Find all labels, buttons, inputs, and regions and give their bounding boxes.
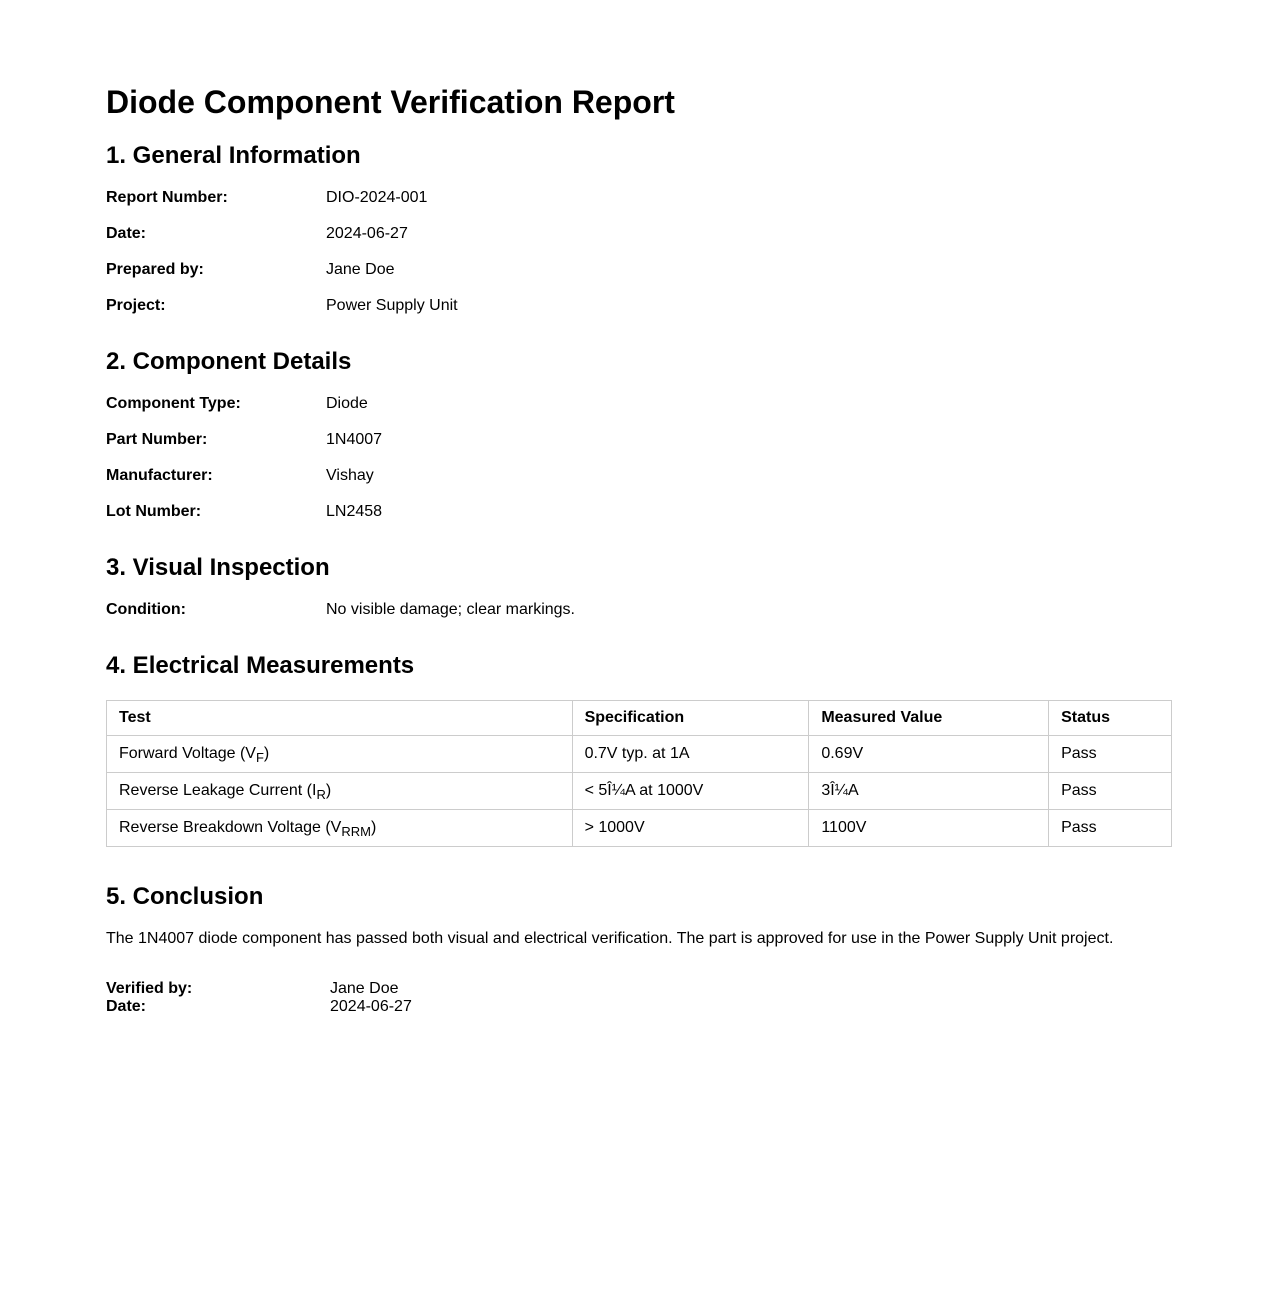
- cell-test: Reverse Breakdown Voltage $(V_{RRM})$: [107, 810, 573, 847]
- field-value: LN2458: [326, 503, 383, 520]
- field-label: Prepared by:: [106, 261, 204, 278]
- column-header-status: Status: [1049, 701, 1172, 736]
- table-row: [107, 773, 1172, 810]
- report-title: Diode Component Verification Report: [106, 84, 675, 120]
- field-value: 2024-06-27: [326, 225, 408, 242]
- signoff-label: Date:: [106, 998, 147, 1015]
- cell-test: Reverse Leakage Current $(I_R)$: [107, 773, 573, 810]
- field-label: Component Type:: [106, 395, 241, 412]
- field-value: Jane Doe: [326, 261, 395, 278]
- field-value: 1N4007: [326, 431, 383, 448]
- table-header-row: [107, 701, 1172, 736]
- section-heading-general: 1. General Information: [106, 142, 361, 169]
- cell-measured-value: 0.69V: [809, 736, 1049, 773]
- cell-test: Forward Voltage $(V_F)$: [107, 736, 573, 773]
- table-row: [107, 810, 1172, 847]
- cell-status: Pass: [1049, 810, 1172, 847]
- cell-status: Pass: [1049, 736, 1172, 773]
- signoff-value: 2024-06-27: [330, 998, 412, 1015]
- field-label: Condition:: [106, 601, 186, 618]
- cell-measured-value: 1100V: [809, 810, 1049, 847]
- field-label: Project:: [106, 297, 166, 314]
- field-label: Date:: [106, 225, 147, 242]
- column-header-test: Test: [107, 701, 573, 736]
- cell-specification: 0.7V typ. at 1A: [572, 736, 809, 773]
- field-value: DIO-2024-001: [326, 189, 428, 206]
- table-row: [107, 736, 1172, 773]
- section-heading-component: 2. Component Details: [106, 348, 352, 375]
- section-heading-electrical: 4. Electrical Measurements: [106, 652, 415, 679]
- field-value: Vishay: [326, 467, 374, 484]
- field-value: Diode: [326, 395, 368, 412]
- field-value: Power Supply Unit: [326, 297, 458, 314]
- field-value: No visible damage; clear markings.: [326, 601, 575, 618]
- cell-specification: < 5Î¼A at 1000V: [572, 773, 809, 810]
- field-label: Part Number:: [106, 431, 208, 448]
- cell-measured-value: 3Î¼A: [809, 773, 1049, 810]
- field-label: Report Number:: [106, 189, 228, 206]
- signoff-label: Verified by:: [106, 980, 193, 997]
- cell-status: Pass: [1049, 773, 1172, 810]
- column-header-specification: Specification: [572, 701, 809, 736]
- column-header-measured-value: Measured Value: [809, 701, 1049, 736]
- field-label: Manufacturer:: [106, 467, 213, 484]
- signoff-value: Jane Doe: [330, 980, 399, 997]
- conclusion-text: The 1N4007 diode component has passed both visual and electrical verification. The part is approved for use in the Power Supply Unit project.: [106, 930, 1114, 947]
- measurements-table: [106, 700, 1172, 847]
- field-label: Lot Number:: [106, 503, 202, 520]
- section-heading-visual: 3. Visual Inspection: [106, 554, 330, 581]
- section-heading-conclusion: 5. Conclusion: [106, 883, 264, 910]
- cell-specification: > 1000V: [572, 810, 809, 847]
